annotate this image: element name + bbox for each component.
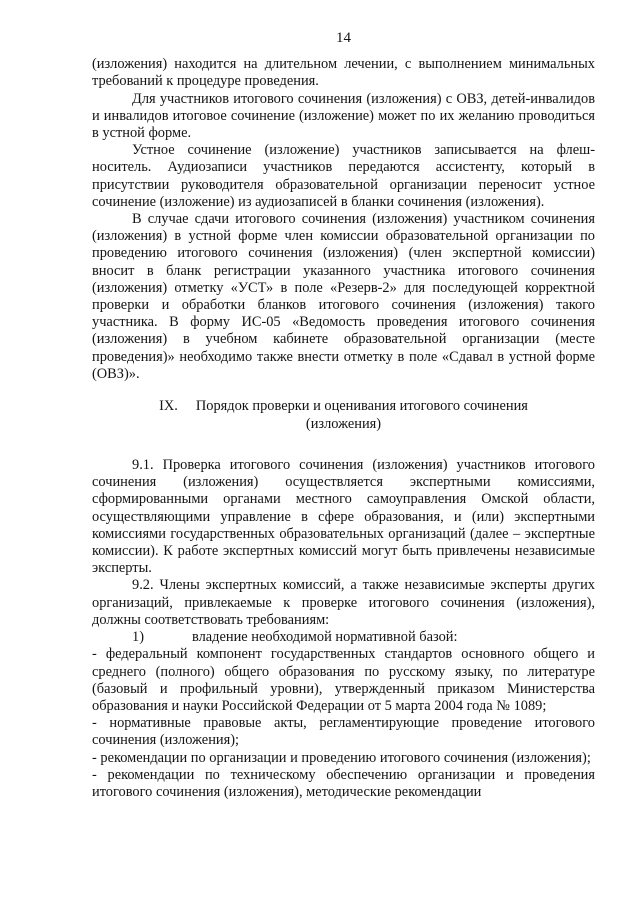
paragraph-ust-mark: В случае сдачи итогового сочинения (изложения) участником сочинения (изложения) в устной форме член комиссии образовательной организации по проведению итогового сочинения (изложения) (член экспертной комиссии) вносит в бланк регистрации указанного участника итогового сочинения (изложения) отметку «УСТ» в поле «Резерв-2» для последующей корректной проверки и обработки бланков итогового сочинения (изложения) такого участника. В форму ИС-05 «Ведомость проведения итогового сочинения (изложения) в учебном кабинете образовательной организации (месте проведения)» необходимо также внести отметку в поле «Сдавал в устной форме (ОВЗ)». [92, 211, 595, 382]
bullet-item: - федеральный компонент государственных стандартов основного общего и среднего (полного) общего образования по русскому языку, по литературе (базовый и профильный уровни), утвержденный приказом Министерства образования и науки Российской Федерации от 5 марта 2004 года № 1089; [92, 646, 595, 714]
page-number: 14 [336, 30, 351, 46]
section-title-line1: Порядок проверки и оценивания итогового сочинения [195, 398, 528, 415]
document-page [92, 30, 595, 801]
paragraph-oral-recording: Устное сочинение (изложение) участников записывается на флеш-носитель. Аудиозаписи участников передаются ассистенту, который в присутствии руководителя образовательной организации переносит устное сочинение (изложение) из аудиозаписей в бланки сочинения (изложения). [92, 142, 595, 210]
paragraph-ovz-oral-form: Для участников итогового сочинения (изложения) с ОВЗ, детей-инвалидов и инвалидов итоговое сочинение (изложение) может по их желанию проводиться в устной форме. [92, 90, 595, 142]
paragraph-9-1: 9.1. Проверка итогового сочинения (изложения) участников итогового сочинения (изложения) осуществляется экспертными комиссиями, сформированными органами местного самоуправления Омской области, осуществляющими управление в сфере образования, и (или) экспертными комиссиями государственных образовательных организаций (далее – экспертные комиссии). К работе экспертных комиссий могут быть привлечены независимые эксперты. [92, 457, 595, 577]
list-item [92, 629, 595, 646]
list-item-text: владение необходимой нормативной базой: [192, 629, 458, 646]
list-item-number: 1) [132, 629, 144, 646]
section-title-line2: (изложения) [305, 415, 382, 432]
paragraph-continuation: (изложения) находится на длительном лечении, с выполнением минимальных требований к процедуре проведения. [92, 56, 595, 90]
paragraph-9-2: 9.2. Члены экспертных комиссий, а также независимые эксперты других организаций, привлекаемые к проверке итогового сочинения (изложения), должны соответствовать требованиям: [92, 577, 595, 628]
bullet-item: - нормативные правовые акты, регламентирующие проведение итогового сочинения (изложения); [92, 715, 595, 749]
section-heading [92, 398, 595, 433]
bullet-item: - рекомендации по организации и проведению итогового сочинения (изложения); [92, 749, 591, 766]
bullet-item: - рекомендации по техническому обеспечению организации и проведения итогового сочинения (изложения), методические рекомендации [92, 766, 595, 800]
section-number: IX. [159, 398, 178, 415]
